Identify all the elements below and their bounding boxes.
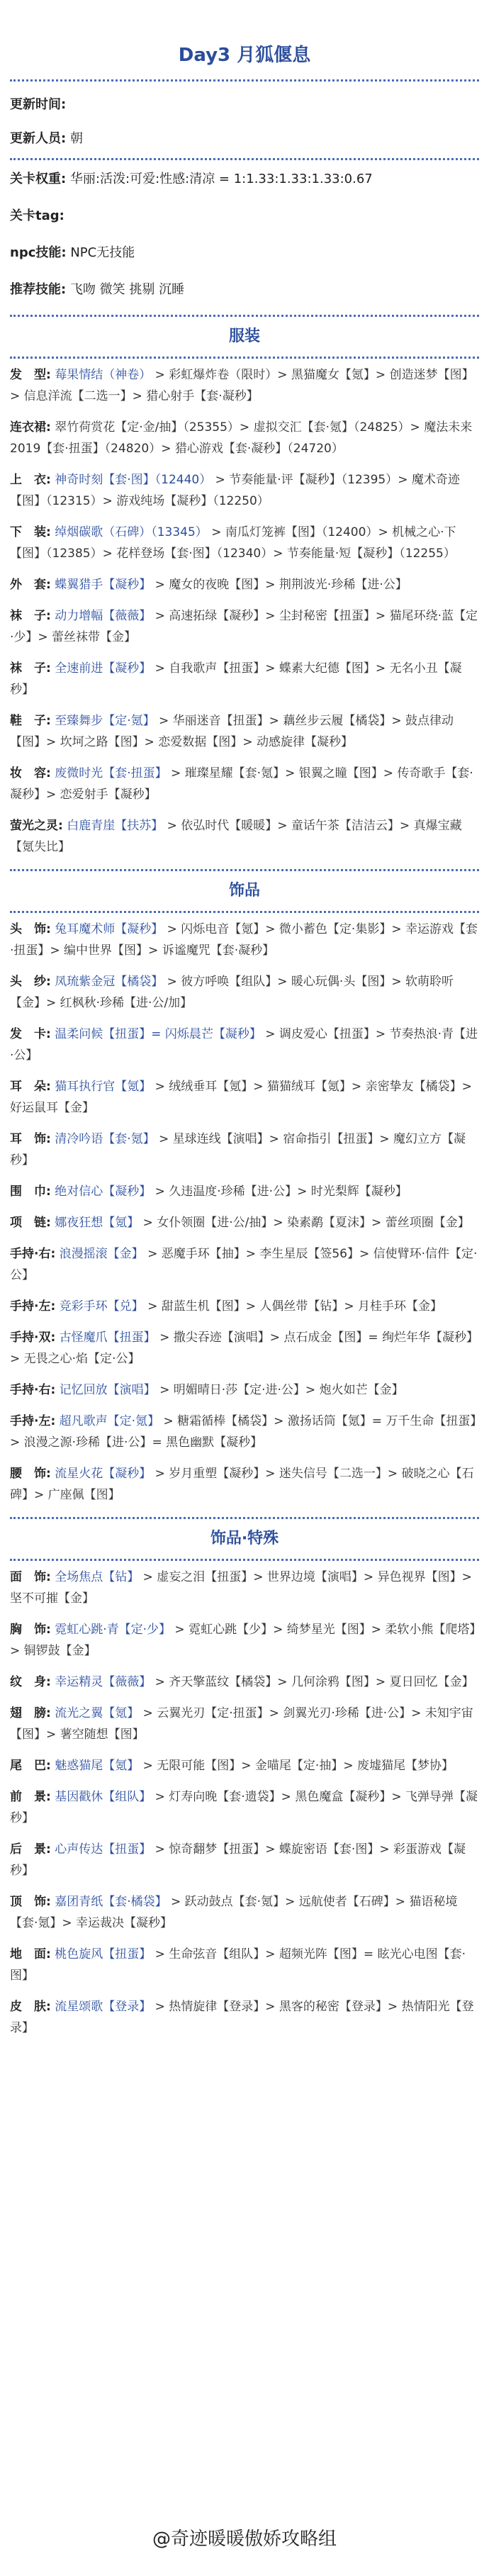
special-list — [0, 1561, 489, 2043]
accessories-list — [0, 913, 489, 1510]
item-slot: 围 巾: — [10, 1185, 51, 1199]
list-item — [0, 913, 489, 965]
item-best: 蝶翼猎手【凝秒】 — [55, 578, 152, 592]
list-item — [0, 1938, 489, 1990]
list-item — [0, 1238, 489, 1290]
item-alternatives: > 恶魔手环【抽】> 李生星辰【签56】> 信使臂环·信件【定·公】 — [10, 1247, 478, 1282]
list-item — [0, 1206, 489, 1238]
item-alternatives: > 节奏能量·评【凝秒】（12395）> 魔术奇迹【图】（12315）> 游戏纯场【凝秒】（12250） — [10, 473, 460, 508]
item-alternatives: > 明媚晴日·莎【定·进·公】> 炮火如芒【金】 — [155, 1383, 404, 1397]
list-item — [0, 1781, 489, 1833]
item-alternatives: > 南瓜灯笼裤【图】（12400）> 机械之心·下【图】（12385）> 花样登场【套·图】（12340）> 节奏能量·短【凝秒】（12255） — [10, 525, 456, 561]
item-best: 清冷吟语【套·氪】 — [55, 1132, 155, 1146]
info-skills — [0, 278, 489, 302]
item-alternatives: 翠竹荷赏花【定·金/抽】（25355）> 虚拟交汇【套·氪】（24825）> 魔法未来2019【套·扭蛋】（24820）> 猎心游戏【套·凝秒】（24720） — [10, 420, 473, 456]
item-slot: 手持·右: — [10, 1247, 56, 1261]
list-item — [0, 1886, 489, 1938]
item-slot: 手持·右: — [10, 1383, 56, 1397]
item-alternatives: > 高速拓绿【凝秒】> 尘封秘密【扭蛋】> 猫尾环绕·蓝【定·少】> 蕾丝袜带【金】 — [10, 609, 478, 644]
list-item — [0, 464, 489, 516]
update-time-label: 更新时间: — [10, 97, 67, 112]
item-alternatives: > 云翼光刃【定·扭蛋】> 剑翼光刃·珍稀【进·公】> 未知宇宙【图】> 薯空随想【图】 — [10, 1706, 473, 1742]
list-item — [0, 1123, 489, 1175]
item-best: 凤琉紫金冠【橘袋】 — [55, 975, 164, 989]
info-tag — [0, 204, 489, 228]
item-slot: 手持·双: — [10, 1331, 56, 1345]
list-item — [0, 600, 489, 652]
item-best: 温柔问候【扭蛋】= 闪烁晨芒【凝秒】 — [55, 1027, 262, 1041]
info-updater — [0, 127, 489, 151]
item-slot: 纹 身: — [10, 1675, 51, 1689]
item-best: 流星火花【凝秒】 — [55, 1467, 152, 1481]
page-title: Day3 月狐偃息 — [178, 45, 311, 66]
item-alternatives: > 跃动鼓点【套·氪】> 远航使者【石碑】> 猫语秘境【套·氪】> 幸运裁决【凝秒】 — [10, 1895, 458, 1930]
item-best: 魅惑猫尾【氪】 — [55, 1759, 140, 1773]
item-best: 兔耳魔术师【凝秒】 — [55, 922, 164, 936]
item-best: 废微时光【套·扭蛋】 — [55, 766, 167, 780]
item-slot: 外 套: — [10, 578, 51, 592]
item-best: 娜夜狂想【氪】 — [55, 1216, 140, 1230]
list-item — [0, 1666, 489, 1697]
item-best: 流星颂歌【登录】 — [55, 2000, 152, 2014]
weights-label: 关卡权重: — [10, 172, 67, 186]
item-alternatives: > 久违温度·珍稀【进·公】> 时光梨辉【凝秒】 — [151, 1185, 408, 1199]
item-best: 莓果情结（神卷） — [55, 368, 152, 382]
item-alternatives: > 彩虹爆炸卷（限时）> 黑猫魔女【氪】> 创造迷梦【图】> 信息洋流【二选一】> 猎心射手【套·凝秒】 — [10, 368, 474, 403]
item-alternatives: > 热情旋律【登录】> 黑客的秘密【登录】> 热情阳光【登录】 — [10, 2000, 474, 2035]
list-item — [0, 1321, 489, 1374]
item-slot: 上 衣: — [10, 473, 51, 487]
item-alternatives: > 璀璨星耀【套·氪】> 银翼之瞳【图】> 传奇歌手【套·凝秒】> 恋爱射手【凝秒】 — [10, 766, 473, 802]
list-item — [0, 1990, 489, 2043]
item-best: 桃色旋风【扭蛋】 — [55, 1947, 152, 1961]
item-slot: 尾 巴: — [10, 1759, 51, 1773]
item-slot: 连衣裙: — [10, 420, 51, 435]
item-best: 竞彩手环【兑】 — [59, 1299, 144, 1314]
item-slot: 手持·左: — [10, 1414, 56, 1428]
item-alternatives: > 绒绒垂耳【氪】> 猫猫绒耳【氪】> 亲密挚友【橘袋】> 好运鼠耳【金】 — [10, 1080, 472, 1115]
item-best: 心声传达【扭蛋】 — [55, 1842, 152, 1857]
item-best: 白鹿青崖【扶苏】 — [67, 819, 164, 833]
list-item — [0, 705, 489, 757]
item-best: 全速前进【凝秒】 — [55, 661, 152, 676]
item-best: 绰烟碳歌（石碑）（13345） — [55, 525, 208, 539]
item-alternatives: > 岁月重塑【凝秒】> 迷失信号【二选一】> 破晓之心【石碑】> 广座佩【图】 — [10, 1467, 474, 1502]
item-alternatives: > 调皮爱心【扭蛋】> 节奏热浪·青【进·公】 — [10, 1027, 478, 1063]
skills-label: 推荐技能: — [10, 282, 67, 297]
list-item — [0, 1374, 489, 1405]
item-alternatives: > 生命弦音【组队】> 超频光阵【图】= 眩光心电图【套·图】 — [10, 1947, 466, 1983]
item-slot: 萤光之灵: — [10, 819, 63, 833]
item-alternatives: > 虚妄之泪【扭蛋】> 世界边境【演唱】> 异色视界【图】> 坚不可摧【金】 — [10, 1570, 472, 1606]
list-item — [0, 757, 489, 810]
list-item — [0, 1697, 489, 1749]
item-slot: 耳 饰: — [10, 1132, 51, 1146]
npc-value: NPC无技能 — [70, 245, 135, 260]
item-slot: 前 景: — [10, 1790, 51, 1804]
info-npc — [0, 241, 489, 265]
skills-value: 飞吻 微笑 挑剔 沉睡 — [69, 282, 185, 297]
item-slot: 下 装: — [10, 525, 51, 539]
item-slot: 耳 朵: — [10, 1080, 51, 1094]
list-item — [0, 1290, 489, 1321]
item-best: 记忆回放【演唱】 — [59, 1383, 156, 1397]
item-slot: 发 卡: — [10, 1027, 51, 1041]
list-item — [0, 652, 489, 705]
tag-label: 关卡tag: — [10, 208, 64, 223]
item-slot: 面 饰: — [10, 1570, 51, 1584]
info-update-time — [0, 93, 489, 117]
item-best: 古怪魔爪【扭蛋】 — [59, 1331, 156, 1345]
list-item — [0, 359, 489, 411]
item-alternatives: > 闪烁电音【氪】> 微小蓄色【定·集影】> 幸运游戏【套·扭蛋】> 编中世界【图】> 诉谧魔咒【套·凝秒】 — [10, 922, 478, 958]
item-slot: 后 景: — [10, 1842, 51, 1857]
item-slot: 袜 子: — [10, 661, 51, 676]
item-alternatives: > 惊奇翻梦【扭蛋】> 蝶旋密语【套·图】> 彩蛋游戏【凝秒】 — [10, 1842, 466, 1878]
item-alternatives: > 星球连线【演唱】> 宿命指引【扭蛋】> 魔幻立方【凝秒】 — [10, 1132, 466, 1167]
item-best: 全场焦点【钻】 — [55, 1570, 140, 1584]
item-alternatives: > 甜蓝生机【图】> 人偶丝带【钻】> 月桂手环【金】 — [143, 1299, 443, 1314]
item-alternatives: > 女仆领圈【进·公/抽】> 染素鹬【夏沫】> 蕾丝项圈【金】 — [139, 1216, 470, 1230]
item-best: 幸运精灵【薇薇】 — [55, 1675, 152, 1689]
item-best: 流光之翼【氪】 — [55, 1706, 140, 1720]
item-slot: 胸 饰: — [10, 1623, 51, 1637]
item-slot: 鞋 子: — [10, 714, 51, 728]
item-best: 猫耳执行官【氪】 — [55, 1080, 152, 1094]
item-alternatives: > 霓虹心跳【少】> 绮梦星光【图】> 柔软小熊【爬塔】> 铜锣鼓【金】 — [10, 1623, 476, 1658]
item-alternatives: > 糖霜循棒【橘袋】> 激扬话筒【氪】= 万千生命【扭蛋】> 浪漫之源·珍稀【进·公】= 黑色幽默【凝秒】 — [10, 1414, 476, 1450]
list-item — [0, 1405, 489, 1457]
item-best: 绝对信心【凝秒】 — [55, 1185, 152, 1199]
section-title-clothing: 服装 — [228, 327, 260, 345]
list-item — [0, 965, 489, 1018]
item-alternatives: > 自我歌声【扭蛋】> 蝶素大纪德【图】> 无名小丑【凝秒】 — [10, 661, 462, 697]
item-alternatives: > 无限可能【图】> 金喵尾【定·抽】> 废墟猫尾【梦协】 — [139, 1759, 454, 1773]
weights-value: 华丽:活泼:可爱:性感:清凉 = 1:1.33:1.33:1.33:0.67 — [69, 172, 373, 186]
list-item — [0, 1018, 489, 1070]
item-best: 浪漫摇滚【金】 — [59, 1247, 144, 1261]
item-best: 霓虹心跳·青【定·少】 — [55, 1623, 172, 1637]
item-slot: 地 面: — [10, 1947, 51, 1961]
npc-label: npc技能: — [10, 245, 67, 260]
updater-value: 朝 — [69, 131, 83, 146]
item-best: 基因戳休【组队】 — [55, 1790, 152, 1804]
item-alternatives: > 魔女的夜晚【图】> 荆荆波光·珍稀【进·公】 — [151, 578, 408, 592]
item-alternatives: > 撒尖吞迹【演唱】> 点石成金【图】= 绚烂年华【凝秒】> 无畏之心·焰【定·公】 — [10, 1331, 479, 1366]
item-best: 至臻舞步【定·氪】 — [55, 714, 155, 728]
item-alternatives: > 彼方呼唤【组队】> 暖心玩偶·头【图】> 软萌聆听【金】> 红枫秋·珍稀【进·公/加】 — [10, 975, 454, 1010]
item-best: 嘉团青纸【套·橘袋】 — [55, 1895, 167, 1909]
item-slot: 顶 饰: — [10, 1895, 51, 1909]
item-slot: 手持·左: — [10, 1299, 56, 1314]
item-slot: 头 纱: — [10, 975, 51, 989]
list-item — [0, 516, 489, 569]
section-title-accessories: 饰品 — [228, 882, 260, 900]
info-weights — [0, 167, 489, 191]
item-best: 动力增幅【薇薇】 — [55, 609, 152, 623]
item-slot: 发 型: — [10, 368, 51, 382]
list-item — [0, 411, 489, 464]
list-item — [0, 1833, 489, 1886]
item-slot: 头 饰: — [10, 922, 51, 936]
item-alternatives: > 灯寿向晚【套·遗袋】> 黑色魔盒【凝秒】> 飞弹导弹【凝秒】 — [10, 1790, 478, 1825]
item-slot: 袜 子: — [10, 609, 51, 623]
list-item — [0, 1070, 489, 1123]
item-slot: 翅 膀: — [10, 1706, 51, 1720]
item-alternatives: > 齐天擎蓝纹【橘袋】> 几何涂鸦【图】> 夏日回忆【金】 — [151, 1675, 474, 1689]
list-item — [0, 569, 489, 600]
item-best: 超凡歌声【定·氪】 — [59, 1414, 160, 1428]
item-best: 神奇时刻【套·图】（12440） — [55, 473, 212, 487]
clothing-list — [0, 359, 489, 862]
item-slot: 妆 容: — [10, 766, 51, 780]
item-slot: 项 链: — [10, 1216, 51, 1230]
item-alternatives: > 依弘时代【暖暖】> 童话午茶【洁洁云】> 真爆宝藏【氪失比】 — [10, 819, 462, 854]
section-title-special: 饰品·特殊 — [210, 1530, 279, 1547]
item-slot: 腰 饰: — [10, 1467, 51, 1481]
list-item — [0, 1457, 489, 1510]
updater-label: 更新人员: — [10, 131, 67, 146]
list-item — [0, 1749, 489, 1781]
list-item — [0, 1561, 489, 1613]
list-item — [0, 1175, 489, 1206]
list-item — [0, 1613, 489, 1666]
footer-credit: @奇迹暖暖傲娇攻略组 — [152, 2529, 337, 2550]
item-alternatives: > 华丽迷音【扭蛋】> 藕丝步云履【橘袋】> 鼓点律动【图】> 坎坷之路【图】> 恋爱数据【图】> 动感旋律【凝秒】 — [10, 714, 454, 749]
item-slot: 皮 肤: — [10, 2000, 51, 2014]
list-item — [0, 810, 489, 862]
